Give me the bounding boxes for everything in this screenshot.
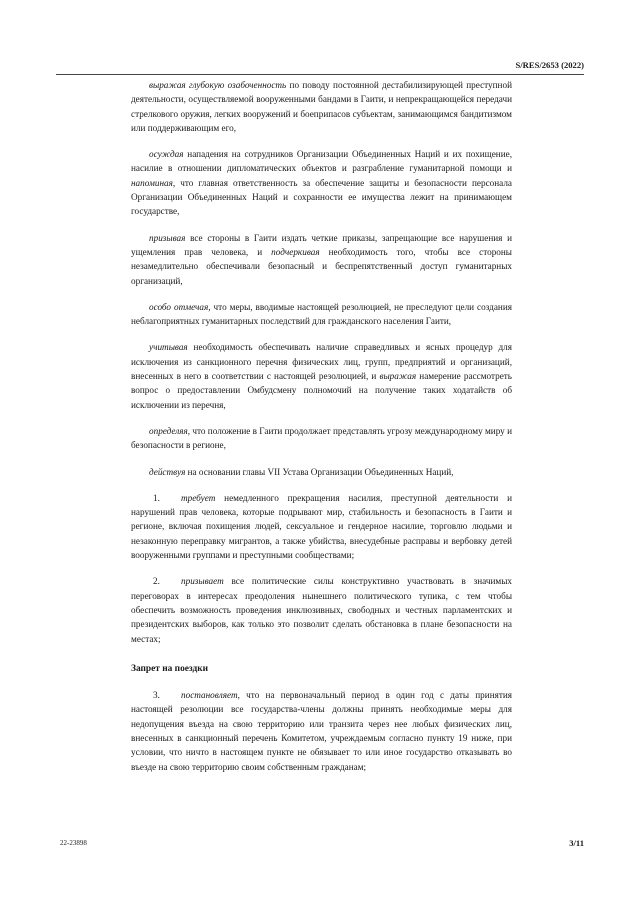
paragraph-lead: учитывая <box>149 342 188 353</box>
paragraph-text: , что положение в Гаити продолжает представлять угрозу международному миру и безопасности в регионе, <box>131 425 512 451</box>
preamble-paragraph <box>131 78 512 135</box>
paragraph-number: 3. <box>153 690 160 701</box>
paragraph-lead: осуждая <box>149 149 184 160</box>
preamble-paragraph <box>131 231 512 288</box>
paragraph-number: 2. <box>153 576 160 587</box>
paragraph-lead: особо отмечая <box>149 301 209 312</box>
paragraph-text: , что на первоначальный период в один год с даты принятия настоящей резолюции все государства-члены должны принять необходимые меры для недопущения въезда на свою территорию или транзита через нее любых физических лиц, внесенных в санкционный перечень Комитетом, учреждаемым согласно пункту 19 ниже, при условии, что ничто в настоящем пункте не обязывает то или иное государство отказывать во въезде на свою территорию своим собственным гражданам; <box>131 690 512 772</box>
paragraph-lead: требует <box>181 492 216 503</box>
paragraph-text: необходимость обеспечивать наличие справедливых и ясных процедур для исключения из санкционного перечня физических лиц, групп, предприятий и организаций, внесенных в него в соответствии с настоящей резолюцией, и <box>131 342 512 382</box>
operative-paragraph-3 <box>131 688 512 774</box>
page-number: 3/11 <box>569 838 584 848</box>
paragraph-text: , что меры, вводимые настоящей резолюцией, не преследуют цели создания неблагоприятных гуманитарных последствий для гражданского населения Гаити, <box>131 301 512 327</box>
paragraph-text-secondary: намерение рассмотреть вопрос о предоставлении Омбудсмену полномочий на получение таких ходатайств об исключении из перечня, <box>131 371 512 410</box>
document-symbol: S/RES/2653 (2022) <box>515 60 584 70</box>
paragraph-lead: призывает <box>181 576 224 587</box>
paragraph-text: по поводу постоянной дестабилизирующей преступной деятельности, осуществляемой вооруженными бандами в Гаити, и непрекращающейся передачи стрелкового оружия, легких вооружений и боеприпасов субъектам, занимающимся бандитизмом или поддерживающим его, <box>131 80 512 133</box>
paragraph-lead-secondary: напоминая <box>131 177 173 188</box>
paragraph-number: 1. <box>153 492 160 503</box>
paragraph-text: на основании главы VII Устава Организации Объединенных Наций, <box>185 466 454 477</box>
document-code: 22-23898 <box>60 839 87 847</box>
document-body <box>131 78 512 786</box>
preamble-paragraph <box>131 465 512 479</box>
header-divider <box>56 74 584 75</box>
paragraph-text: все стороны в Гаити издать четкие приказы, запрещающие все нарушения и ущемления прав человека, и <box>131 232 512 257</box>
preamble-paragraph <box>131 340 512 411</box>
paragraph-text: нападения на сотрудников Организации Объединенных Наций и их похищение, насилие в отношении дипломатических объектов и разграбление гуманитарной помощи и <box>131 149 512 174</box>
paragraph-lead: действуя <box>149 466 186 477</box>
paragraph-text: немедленного прекращения насилия, преступной деятельности и нарушений прав человека, которые подрывают мир, стабильность и безопасность в Гаити и регионе, включая похищения людей, сексуальное и гендерное насилие, торговлю людьми и незаконную переправку мигрантов, а также убийства, внесудебные расправы и вербовку детей вооруженными группами и преступными сообществами; <box>131 492 512 561</box>
paragraph-text: все политические силы конструктивно участвовать в значимых переговорах в интересах преодоления нынешнего политического тупика, с тем чтобы обеспечить возможность проведения инклюзивных, свободных и честных парламентских и президентских выборов, как только это позволит сделать обстановка в плане безопасности на местах; <box>131 576 512 644</box>
paragraph-lead: постановляет <box>181 690 238 701</box>
paragraph-lead: призывая <box>149 232 186 243</box>
preamble-paragraph <box>131 147 512 218</box>
preamble-paragraph <box>131 424 512 453</box>
preamble-paragraph <box>131 300 512 329</box>
paragraph-lead-secondary: подчеркивая <box>271 246 320 257</box>
paragraph-text-secondary: , что главная ответственность за обеспечение защиты и безопасности персонала Организации Объединенных Наций и сохранности ее имущества лежит на принимающем государстве, <box>131 177 512 217</box>
operative-paragraph-1 <box>131 491 512 562</box>
operative-paragraph-2 <box>131 574 512 645</box>
paragraph-lead-secondary: выражая <box>379 371 417 382</box>
paragraph-lead: определяя <box>149 425 188 436</box>
paragraph-text-secondary: необходимость того, чтобы все стороны незамедлительно обеспечивали безопасный и беспрепятственный доступ гуманитарных организаций, <box>131 246 512 286</box>
section-heading: Запрет на поездки <box>131 663 209 674</box>
paragraph-lead: выражая глубокую озабоченность <box>149 80 287 90</box>
